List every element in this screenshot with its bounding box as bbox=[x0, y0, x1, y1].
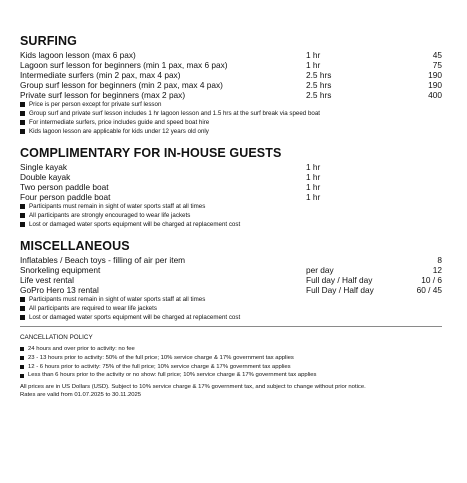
policy-item bbox=[20, 354, 442, 363]
activity-price: 45 bbox=[432, 50, 442, 60]
note-item bbox=[20, 220, 442, 229]
misc-title: MISCELLANEOUS bbox=[20, 239, 130, 253]
misc-section bbox=[20, 239, 442, 322]
price-row bbox=[20, 275, 442, 285]
square-bullet-icon bbox=[20, 222, 25, 227]
divider bbox=[20, 326, 442, 327]
price-row bbox=[20, 285, 442, 295]
activity-name: Kids lagoon lesson (max 6 pax) bbox=[20, 50, 136, 60]
activity-name: Inflatables / Beach toys - filling of air per item bbox=[20, 255, 186, 265]
activity-price: 190 bbox=[428, 70, 442, 80]
note-item bbox=[20, 127, 442, 136]
activity-name: Two person paddle boat bbox=[20, 182, 109, 192]
policy-text: 12 - 6 hours prior to activity: 75% of the full price; 10% service charge & 17% government tax applies bbox=[28, 363, 291, 370]
activity-price: 190 bbox=[428, 80, 442, 90]
square-bullet-icon bbox=[20, 306, 25, 311]
complimentary-notes bbox=[20, 202, 442, 229]
activity-duration: Full Day / Half day bbox=[306, 285, 374, 295]
activity-duration: 2.5 hrs bbox=[306, 90, 332, 100]
note-text: Group surf and private surf lesson includes 1 hr lagoon lesson and 1.5 hrs at the surf break via speed boat bbox=[29, 110, 320, 117]
policy-text: Less than 6 hours prior to the activity or no show: full price; 10% service charge & 17% government tax applies bbox=[28, 372, 317, 379]
activity-duration: 1 hr bbox=[306, 192, 321, 202]
square-bullet-icon bbox=[20, 365, 24, 369]
price-row bbox=[20, 172, 442, 182]
note-item bbox=[20, 202, 442, 211]
policy-text: 24 hours and over prior to activity: no fee bbox=[28, 346, 135, 352]
price-row bbox=[20, 255, 442, 265]
policy-item bbox=[20, 371, 442, 380]
activity-price bbox=[406, 192, 442, 202]
square-bullet-icon bbox=[20, 374, 24, 378]
activity-price: 10 / 6 bbox=[421, 275, 442, 285]
validity-line: Rates are valid from 01.07.2025 to 30.11.2025 bbox=[20, 392, 142, 399]
square-bullet-icon bbox=[20, 356, 24, 360]
note-item bbox=[20, 304, 442, 313]
note-item bbox=[20, 295, 442, 304]
note-item bbox=[20, 313, 442, 322]
price-row bbox=[20, 182, 442, 192]
price-row bbox=[20, 265, 442, 275]
note-text: Kids lagoon lesson are applicable for kids under 12 years old only bbox=[29, 128, 209, 135]
activity-name: Snorkeling equipment bbox=[20, 265, 101, 275]
price-row bbox=[20, 192, 442, 202]
activity-price: 75 bbox=[432, 60, 442, 70]
square-bullet-icon bbox=[20, 102, 25, 107]
activity-duration: per day bbox=[306, 265, 334, 275]
note-text: Lost or damaged water sports equipment will be charged at replacement cost bbox=[29, 221, 241, 228]
square-bullet-icon bbox=[20, 297, 25, 302]
activity-price bbox=[406, 172, 442, 182]
note-text: Participants must remain in sight of water sports staff at all times bbox=[29, 296, 206, 303]
note-text: Price is per person except for private surf lesson bbox=[29, 101, 162, 108]
square-bullet-icon bbox=[20, 111, 25, 116]
price-row bbox=[20, 70, 442, 80]
complimentary-title: COMPLIMENTARY FOR IN-HOUSE GUESTS bbox=[20, 146, 282, 160]
activity-name: Private surf lesson for beginners (max 2 pax) bbox=[20, 90, 186, 100]
activity-price: 12 bbox=[432, 265, 442, 275]
activity-name: Four person paddle boat bbox=[20, 192, 111, 202]
price-row bbox=[20, 80, 442, 90]
activity-duration: 2.5 hrs bbox=[306, 70, 332, 80]
policy-item bbox=[20, 363, 442, 372]
price-row bbox=[20, 60, 442, 70]
activity-price-list bbox=[20, 34, 442, 399]
activity-price: 8 bbox=[437, 255, 442, 265]
surfing-title: SURFING bbox=[20, 34, 77, 48]
surfing-notes bbox=[20, 100, 442, 136]
activity-name: Double kayak bbox=[20, 172, 71, 182]
activity-price bbox=[406, 162, 442, 172]
misc-notes bbox=[20, 295, 442, 322]
disclaimer-line: All prices are in US Dollars (USD). Subject to 10% service charge & 17% government tax, and subject to change without prior notice. bbox=[20, 384, 366, 391]
surfing-section bbox=[20, 34, 442, 136]
misc-rows bbox=[20, 255, 442, 295]
activity-duration: 1 hr bbox=[306, 50, 321, 60]
cancellation-policy bbox=[20, 334, 442, 399]
square-bullet-icon bbox=[20, 120, 25, 125]
policy-item bbox=[20, 345, 442, 354]
policy-title: CANCELLATION POLICY bbox=[20, 334, 93, 341]
price-disclaimer bbox=[20, 383, 442, 399]
activity-duration bbox=[306, 255, 406, 265]
activity-name: Single kayak bbox=[20, 162, 68, 172]
complimentary-rows bbox=[20, 162, 442, 202]
activity-name: GoPro Hero 13 rental bbox=[20, 285, 99, 295]
note-text: All participants are strongly encouraged to wear life jackets bbox=[29, 212, 191, 219]
activity-price bbox=[406, 182, 442, 192]
complimentary-section bbox=[20, 146, 442, 229]
activity-duration: 1 hr bbox=[306, 182, 321, 192]
note-item bbox=[20, 211, 442, 220]
note-text: For intermediate surfers, price includes guide and speed boat hire bbox=[29, 119, 210, 126]
activity-duration: 2.5 hrs bbox=[306, 80, 332, 90]
activity-duration: 1 hr bbox=[306, 162, 321, 172]
note-item bbox=[20, 109, 442, 118]
activity-price: 60 / 45 bbox=[416, 285, 442, 295]
activity-name: Group surf lesson for beginners (min 2 pax, max 4 pax) bbox=[20, 80, 223, 90]
square-bullet-icon bbox=[20, 204, 25, 209]
square-bullet-icon bbox=[20, 129, 25, 134]
activity-duration: Full day / Half day bbox=[306, 275, 373, 285]
activity-duration: 1 hr bbox=[306, 60, 321, 70]
activity-name: Lagoon surf lesson for beginners (min 1 pax, max 6 pax) bbox=[20, 60, 228, 70]
price-row bbox=[20, 90, 442, 100]
square-bullet-icon bbox=[20, 347, 24, 351]
square-bullet-icon bbox=[20, 213, 25, 218]
note-text: All participants are required to wear life jackets bbox=[29, 305, 157, 312]
note-item bbox=[20, 100, 442, 109]
surfing-rows bbox=[20, 50, 442, 100]
price-row bbox=[20, 162, 442, 172]
activity-name: Intermediate surfers (min 2 pax, max 4 pax) bbox=[20, 70, 181, 80]
activity-name: Life vest rental bbox=[20, 275, 74, 285]
activity-duration: 1 hr bbox=[306, 172, 321, 182]
square-bullet-icon bbox=[20, 315, 25, 320]
policy-text: 23 - 13 hours prior to activity: 50% of the full price; 10% service charge & 17% government tax applies bbox=[28, 354, 294, 361]
note-item bbox=[20, 118, 442, 127]
price-row bbox=[20, 50, 442, 60]
note-text: Lost or damaged water sports equipment will be charged at replacement cost bbox=[29, 314, 241, 321]
note-text: Participants must remain in sight of water sports staff at all times bbox=[29, 203, 206, 210]
activity-price: 400 bbox=[428, 90, 442, 100]
